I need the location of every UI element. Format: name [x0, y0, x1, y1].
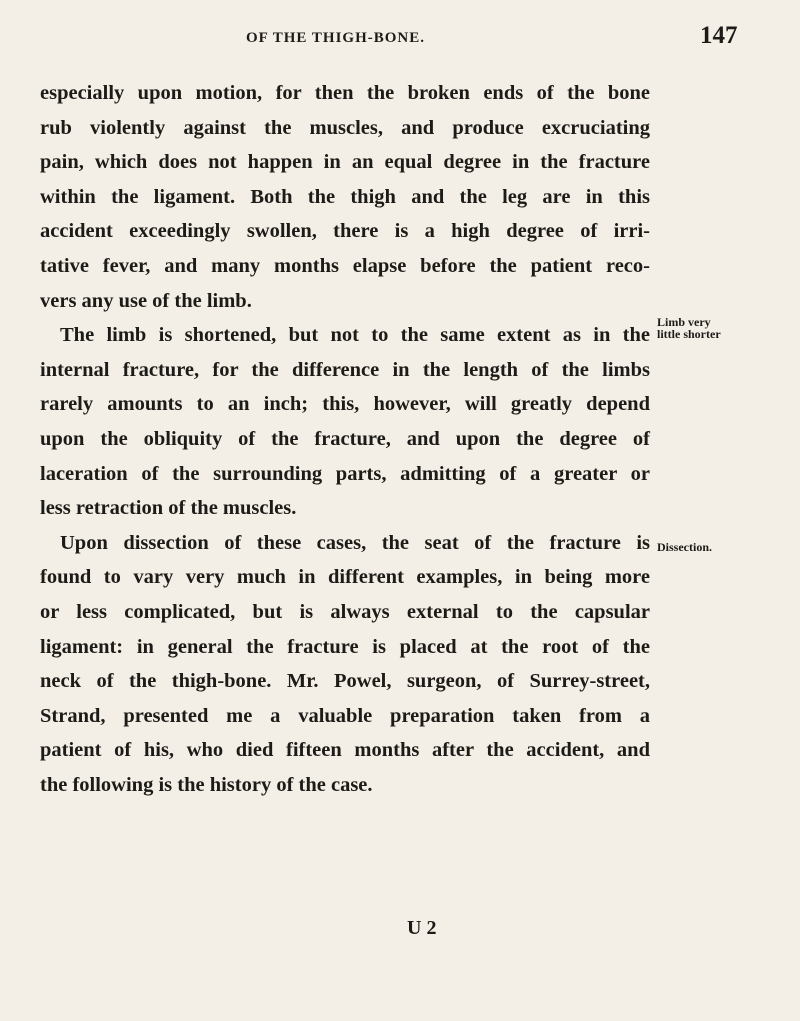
- page-number: 147: [700, 22, 738, 49]
- text-line: tative fever, and many months elapse before the patient reco-: [40, 254, 650, 277]
- text-line: rub violently against the muscles, and produce excruciating: [40, 116, 650, 139]
- margin-note-dissection: Dissection.: [657, 540, 712, 554]
- text-line: laceration of the surrounding parts, admitting of a greater or: [40, 462, 650, 485]
- running-head: [0, 22, 800, 52]
- text-line: vers any use of the limb.: [40, 289, 252, 312]
- text-line: Strand, presented me a valuable preparation taken from a: [40, 704, 650, 727]
- signature-mark: U 2: [407, 917, 437, 939]
- margin-note-limb: [657, 316, 721, 340]
- text-line: Upon dissection of these cases, the seat of the fracture is: [60, 531, 650, 554]
- text-line: or less complicated, but is always external to the capsular: [40, 600, 650, 623]
- text-line: accident exceedingly swollen, there is a high degree of irri-: [40, 220, 650, 243]
- text-line: ligament: in general the fracture is placed at the root of the: [40, 635, 650, 658]
- text-line: patient of his, who died fifteen months after the accident, and: [40, 739, 650, 762]
- margin-note-limb-line1: Limb very: [657, 315, 711, 329]
- text-line: upon the obliquity of the fracture, and upon the degree of: [40, 427, 650, 450]
- text-line: the following is the history of the case.: [40, 773, 373, 796]
- text-line: internal fracture, for the difference in the length of the limbs: [40, 358, 650, 381]
- margin-note-limb-line2: little shorter: [657, 327, 721, 341]
- text-line: pain, which does not happen in an equal degree in the fracture: [40, 151, 650, 174]
- text-line: neck of the thigh-bone. Mr. Powel, surgeon, of Surrey-street,: [40, 670, 650, 693]
- body-text: [40, 76, 650, 802]
- text-line: less retraction of the muscles.: [40, 497, 297, 520]
- text-line: The limb is shortened, but not to the same extent as in the: [60, 324, 650, 347]
- text-line: within the ligament. Both the thigh and the leg are in this: [40, 185, 650, 208]
- text-line: especially upon motion, for then the broken ends of the bone: [40, 82, 650, 104]
- text-line: rarely amounts to an inch; this, however, will greatly depend: [40, 393, 650, 416]
- text-line: found to vary very much in different examples, in being more: [40, 566, 650, 589]
- running-title: OF THE THIGH-BONE.: [246, 30, 426, 46]
